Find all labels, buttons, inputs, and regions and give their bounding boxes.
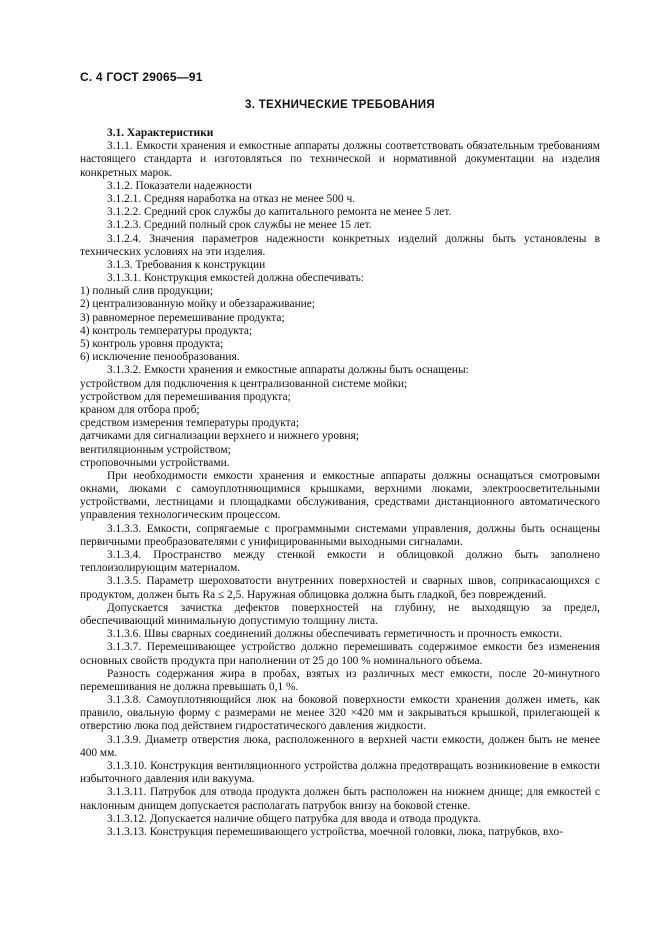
paragraph: 3.1.3.4. Пространство между стенкой емкости и облицовкой должно быть заполнено теплоизолирующим материалом. [80,549,600,575]
paragraph: 3.1.3. Требования к конструкции [107,258,266,271]
paragraph: 3.1. Характеристики [107,127,214,139]
paragraph: устройством для перемешивания продукта; [80,390,291,403]
paragraph: 3) равномерное перемешивание продукта; [80,311,285,324]
paragraph: 3.1.1. Емкости хранения и емкостные аппараты должны соответствовать обязательным требованиям настоящего стандарта и изготовляться по технической и нормативной документации на изделия конкретных марок. [80,140,600,179]
paragraph: 3.1.2.4. Значения параметров надежности конкретных изделий должны быть установлены в технических условиях на эти изделия. [80,232,600,258]
paragraph: 3.1.3.13. Конструкция перемешивающего устройства, моечной головки, люка, патрубков, вхо- [107,825,564,838]
paragraph: При необходимости емкости хранения и емкостные аппараты должны оснащаться смотровыми окнами, люками с самоуплотняющимися крышками, верхними люками, электроосветительными устройствами, лестницами и площадками обслуживания, средствами дистанционного автоматического управления технологическим процессом. [80,469,600,522]
paragraph: Разность содержания жира в пробах, взятых из различных мест емкости, после 20-минутного перемешивания не должна превышать 0,1 %. [80,667,600,693]
paragraph: 3.1.3.6. Швы сварных соединений должны обеспечивать герметичность и прочность емкости. [107,628,563,641]
paragraph: 3.1.3.12. Допускается наличие общего патрубка для ввода и отвода продукта. [107,812,482,825]
paragraph: 3.1.2.1. Средняя наработка на отказ не менее 500 ч. [107,192,356,205]
paragraph: 3.1.3.5. Параметр шероховатости внутренних поверхностей и сварных швов, соприкасающихся с продуктом, должен быть Ra ≤ 2,5. Наружная облицовка должна быть гладкой, без повреждений. [80,575,600,601]
paragraph: 4) контроль температуры продукта; [80,324,253,337]
document-body [80,127,600,839]
paragraph: 3.1.3.7. Перемешивающее устройство должно перемешивать содержимое емкости без изменения основных свойств продукта при наполнении от 25 до 100 % номинального объема. [80,641,600,667]
paragraph: датчиками для сигнализации верхнего и нижнего уровня; [80,430,359,443]
paragraph: устройством для подключения к централизованной системе мойки; [80,377,408,390]
paragraph: 2) централизованную мойку и обеззараживание; [80,298,315,311]
paragraph: 3.1.3.1. Конструкция емкостей должна обеспечивать: [107,272,364,285]
paragraph: 3.1.3.2. Емкости хранения и емкостные аппараты должны быть оснащены: [107,364,469,377]
paragraph: 3.1.2.2. Средний срок службы до капитального ремонта не менее 5 лет. [107,206,452,219]
paragraph: строповочными устройствами. [80,456,230,469]
paragraph: 3.1.3.9. Диаметр отверстия люка, расположенного в верхней части емкости, должен быть не менее 400 мм. [80,733,600,759]
paragraph: 3.1.3.3. Емкости, сопрягаемые с программными системами управления, должны быть оснащены первичными преобразователями с унифицированными выходными сигналами. [80,522,600,548]
paragraph: 6) исключение пенообразования. [80,351,240,364]
paragraph: 3.1.2. Показатели надежности [107,179,252,192]
paragraph: Допускается зачистка дефектов поверхностей на глубину, не выходящую за предел, обеспечивающий минимальную допустимую толщину листа. [80,601,600,627]
paragraph: краном для отбора проб; [80,403,200,416]
paragraph: 3.1.3.11. Патрубок для отвода продукта должен быть расположен на нижнем днище; для емкостей с наклонным днищем допускается располагать патрубок внизу на боковой стенке. [80,786,600,812]
paragraph: 5) контроль уровня продукта; [80,338,224,350]
section-title: 3. ТЕХНИЧЕСКИЕ ТРЕБОВАНИЯ [245,99,435,111]
paragraph: 1) полный слив продукции; [80,285,214,298]
paragraph: 3.1.3.8. Самоуплотняющийся люк на боковой поверхности емкости хранения должен иметь, как правило, овальную форму с размерами не менее 320 ×420 мм и закрываться крышкой, прилегающей к отверстию люка под действием гидростатического давления жидкости. [80,694,600,733]
paragraph: 3.1.2.3. Средний полный срок службы не менее 15 лет. [107,219,372,232]
paragraph: 3.1.3.10. Конструкция вентиляционного устройства должна предотвращать возникновение в емкости избыточного давления или вакуума. [80,760,600,786]
paragraph: средством измерения температуры продукта; [80,417,299,430]
paragraph: вентиляционным устройством; [80,443,231,456]
page-header: С. 4 ГОСТ 29065—91 [80,70,203,84]
